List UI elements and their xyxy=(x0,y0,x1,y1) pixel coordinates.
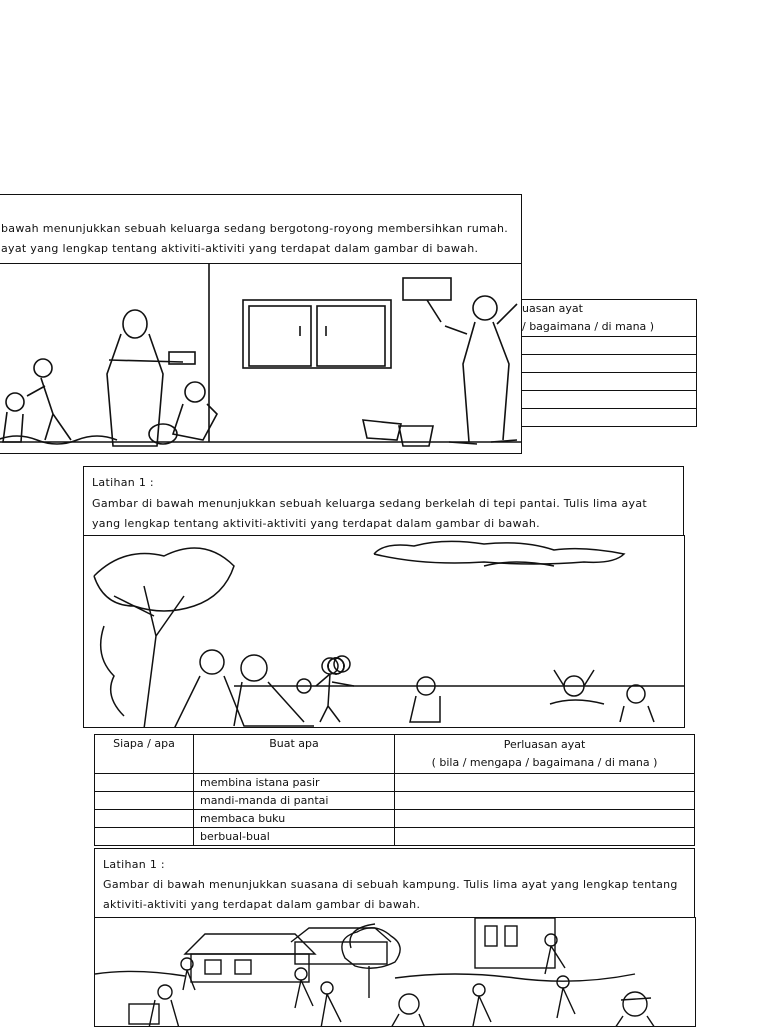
table-2-cell-siapa[interactable] xyxy=(95,828,194,846)
table-1-answer-cell[interactable] xyxy=(516,409,697,427)
table-row xyxy=(95,810,695,828)
illustration-village xyxy=(94,917,696,1027)
table-row xyxy=(95,792,695,810)
table-2-header-siapa xyxy=(95,735,194,774)
instruction-box-2 xyxy=(83,466,684,536)
table-1-header-cell xyxy=(516,300,697,337)
instruction-1-line-2: ayat yang lengkap tentang aktiviti-aktiviti yang terdapat dalam gambar di bawah. xyxy=(1,242,479,255)
table-2-cell-buat: membaca buku xyxy=(194,810,395,828)
instruction-2-line-2: yang lengkap tentang aktiviti-aktiviti yang terdapat dalam gambar di bawah. xyxy=(92,517,540,530)
table-2-header-buat xyxy=(194,735,395,774)
answer-table-1 xyxy=(515,299,697,427)
latihan-3-title: Latihan 1 : xyxy=(103,858,165,871)
answer-table-2 xyxy=(94,734,695,846)
table-2-header-perluasan-line-2: ( bila / mengapa / bagaimana / di mana ) xyxy=(431,756,658,769)
table-2-header-perluasan xyxy=(395,735,695,774)
table-2-cell-buat: membina istana pasir xyxy=(194,774,395,792)
table-2-cell-siapa[interactable] xyxy=(95,792,194,810)
table-2-cell-buat: berbual-bual xyxy=(194,828,395,846)
instruction-box-1 xyxy=(0,194,522,264)
latihan-2-title: Latihan 1 : xyxy=(92,476,154,489)
instruction-box-3 xyxy=(94,848,695,918)
instruction-3-line-2: aktiviti-aktiviti yang terdapat dalam gambar di bawah. xyxy=(103,898,421,911)
table-2-cell-perluasan[interactable] xyxy=(395,792,695,810)
table-2-cell-perluasan[interactable] xyxy=(395,810,695,828)
table-2-cell-perluasan[interactable] xyxy=(395,774,695,792)
instruction-2-line-1: Gambar di bawah menunjukkan sebuah keluarga sedang berkelah di tepi pantai. Tulis lima ayat xyxy=(92,497,648,510)
table-2-header-buat-text: Buat apa xyxy=(269,737,319,750)
table-2-cell-buat: mandi-manda di pantai xyxy=(194,792,395,810)
instruction-3-line-1: Gambar di bawah menunjukkan suasana di sebuah kampung. Tulis lima ayat yang lengkap tentang xyxy=(103,878,678,891)
illustration-beach-picnic xyxy=(83,535,685,728)
table-1-answer-cell[interactable] xyxy=(516,337,697,355)
table-1-header-line-2: / bagaimana / di mana ) xyxy=(522,320,655,333)
table-2-cell-siapa[interactable] xyxy=(95,810,194,828)
table-1-answer-cell[interactable] xyxy=(516,391,697,409)
table-row xyxy=(95,774,695,792)
illustration-house-cleaning xyxy=(0,263,522,454)
table-row xyxy=(95,828,695,846)
table-2-header-siapa-text: Siapa / apa xyxy=(113,737,175,750)
table-1-answer-cell[interactable] xyxy=(516,373,697,391)
table-1-header-line-1: uasan ayat xyxy=(522,302,583,315)
table-2-cell-perluasan[interactable] xyxy=(395,828,695,846)
instruction-1-line-1: bawah menunjukkan sebuah keluarga sedang bergotong-royong membersihkan rumah. xyxy=(1,222,509,235)
table-1-answer-cell[interactable] xyxy=(516,355,697,373)
table-2-header-perluasan-line-1: Perluasan ayat xyxy=(503,738,586,751)
table-2-cell-siapa[interactable] xyxy=(95,774,194,792)
